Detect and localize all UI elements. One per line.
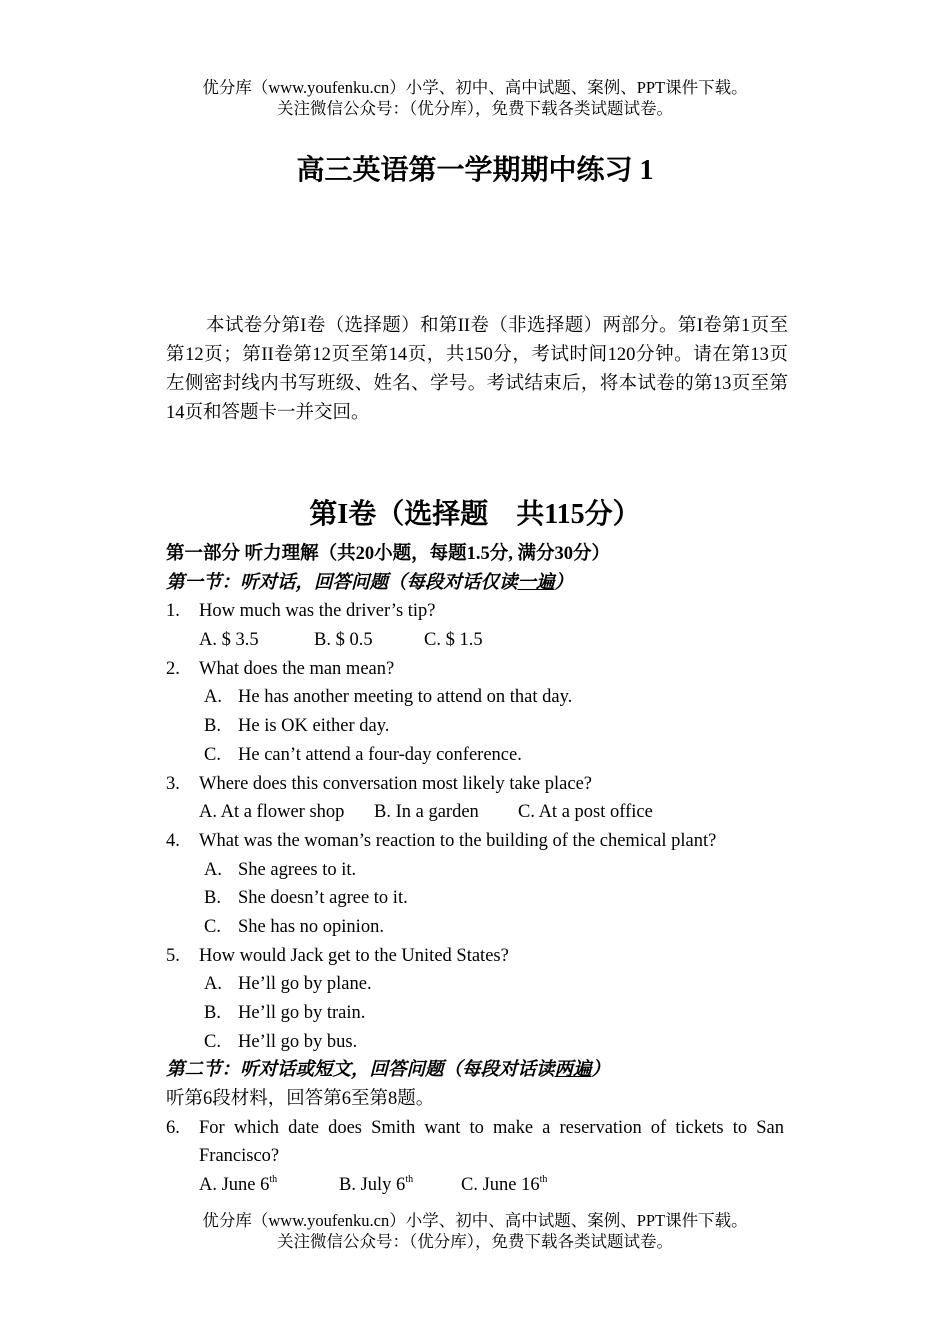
option-a: A. At a flower shop [199,802,345,823]
question-4-option-c [166,913,784,942]
option-letter: C. [204,1031,221,1052]
question-2-option-c [166,741,784,770]
subsection-heading-2 [166,1056,784,1085]
question-number: 4. [166,830,180,851]
option-text: She agrees to it. [238,859,357,880]
option-text: He’ll go by bus. [238,1031,358,1052]
subsection-1-text: 第一节：听对话，回答问题（每段对话仅读 [166,572,518,593]
section-title: 第I卷（选择题 共115分） [309,499,641,530]
question-number: 5. [166,945,180,966]
material-instruction: 听第6段材料，回答第6至第8题。 [166,1089,435,1110]
question-2-option-b [166,712,784,741]
ordinal-suffix: th [269,1174,278,1186]
question-text: How much was the driver’s tip? [199,601,436,622]
option-text: He’ll go by train. [238,1003,366,1023]
question-5 [166,942,784,971]
option-text: He’ll go by plane. [238,974,372,995]
question-text: Where does this conversation most likely take place? [199,773,592,794]
option-a: A. $ 3.5 [199,630,259,651]
option-text: She has no opinion. [238,916,384,937]
option-letter: C. [204,916,221,937]
option-c [461,1171,547,1200]
ordinal-suffix: th [539,1174,548,1186]
option-c-text: C. June 16 [461,1175,540,1196]
part-heading: 第一部分 听力理解（共20小题，每题1.5分, 满分30分） [166,544,611,564]
option-text: He can’t attend a four-day conference. [238,744,522,765]
page-footer [0,1210,950,1252]
page-header [0,77,950,119]
question-6-options [166,1171,784,1200]
question-1 [166,597,784,626]
header-line-2: 关注微信公众号：（优分库），免费下载各类试题试卷。 [277,99,673,118]
subsection-2-text: 第二节：听对话或短文，回答问题（每段对话读 [166,1060,555,1081]
exam-title: 高三英语第一学期期中练习 1 [296,155,654,186]
option-letter: C. [204,744,221,765]
subsection-1-close: ） [554,572,574,593]
option-text: He has another meeting to attend on that day. [238,687,573,708]
subsection-2-close: ） [591,1060,611,1081]
question-number: 1. [166,601,180,622]
question-2-option-a [166,683,784,712]
option-c: C. $ 1.5 [424,630,483,651]
question-4 [166,827,784,856]
option-b: B. $ 0.5 [314,630,373,651]
question-4-option-b [166,884,784,913]
subsection-heading-1 [166,569,784,598]
option-letter: A. [204,687,222,708]
option-b-text: B. July 6 [339,1175,406,1196]
exam-body [166,540,784,1200]
question-2 [166,655,784,684]
question-text: What was the woman’s reaction to the building of the chemical plant? [199,830,717,851]
option-letter: B. [204,888,221,909]
question-text: How would Jack get to the United States? [199,945,509,966]
instructions-text: 本试卷分第I卷（选择题）和第II卷（非选择题）两部分。第I卷第1页至第12页；第II卷第12页至第14页，共150分，考试时间120分钟。请在第13页左侧密封线内书写班级、姓名、学号。考试结束后，将本试卷的第13页至第14页和答题卡一并交回。 [166,316,788,423]
option-a-text: A. June 6 [199,1175,270,1196]
question-number: 3. [166,773,180,794]
question-4-option-a [166,856,784,885]
option-text: She doesn’t agree to it. [238,888,408,909]
question-6 [166,1114,784,1171]
option-letter: A. [204,974,222,995]
question-number: 6. [166,1117,180,1138]
header-line-1: 优分库（www.youfenku.cn）小学、初中、高中试题、案例、PPT课件下载。 [202,78,748,97]
option-letter: B. [204,1003,221,1023]
option-c: C. At a post office [518,802,653,823]
ordinal-suffix: th [405,1174,414,1186]
question-text: For which date does Smith want to make a reservation of tickets to San Francisco? [199,1117,784,1167]
question-3-options [166,798,784,827]
option-a [199,1171,339,1200]
question-text: What does the man mean? [199,658,395,679]
subsection-1-emphasis: 一遍 [517,572,555,593]
exam-instructions [166,312,788,428]
footer-line-2: 关注微信公众号：（优分库），免费下载各类试题试卷。 [277,1232,673,1251]
footer-line-1: 优分库（www.youfenku.cn）小学、初中、高中试题、案例、PPT课件下载。 [202,1211,748,1230]
option-b [339,1171,461,1200]
subsection-2-emphasis: 两遍 [554,1060,592,1081]
option-text: He is OK either day. [238,716,390,737]
option-b: B. In a garden [374,802,479,823]
question-1-options [166,626,784,655]
question-5-option-c [166,1028,784,1057]
question-number: 2. [166,658,180,679]
question-5-option-a [166,970,784,999]
option-letter: A. [204,859,222,880]
option-letter: B. [204,716,221,737]
question-3 [166,770,784,799]
question-5-option-b [166,999,784,1028]
